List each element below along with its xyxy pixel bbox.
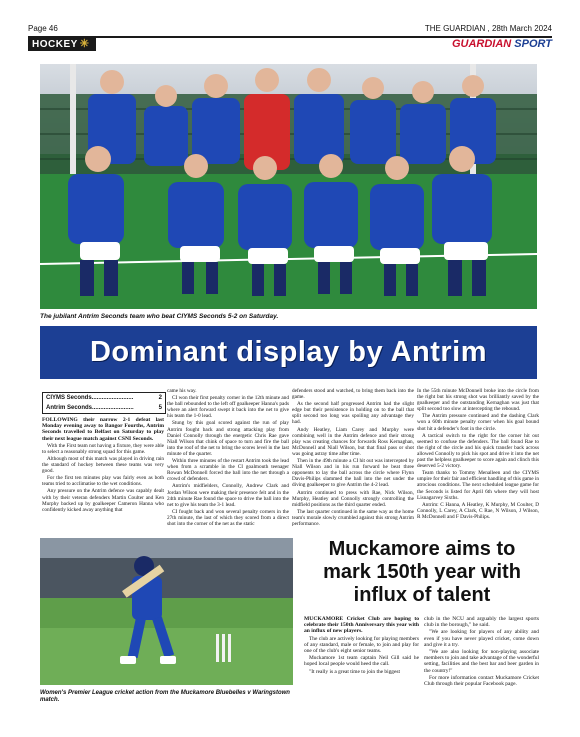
article-paragraph: With the First team not having a fixture, they were able to select a reasonably strong squad for this game.	[42, 442, 164, 455]
story2-paragraph: "We are looking for players of any ability and even if you have never played cricket, come down and give it a try.	[424, 629, 539, 648]
story2-paragraph: "We are also looking for non-playing associate members to join and take advantage of the wonderful setting, facilities and the best bar and beer garden in the country!"	[424, 649, 539, 674]
article-paragraph: Then in the 49th minute a CI hit out was intercepted by Niall Wilson and in his run forward he beat three opponents to lay the ball across the circle where Flynn Davis-Philips slammed the ball into the net under the diving goalkeeper to give Antrim the 4-2 lead.	[292, 458, 414, 489]
photo-caption: The jubilant Antrim Seconds team who beat CIYMS Seconds 5-2 on Saturday.	[40, 313, 279, 320]
article-paragraph: Stung by this goal scored against the run of play Antrim fought back and strong attacking play from Daniel Connolly through the energetic Chris Rae gave Niall Wilson that chink of space to turn and fire the ball into the roof of the net to bring the scores level in the last minute of the quarter.	[167, 420, 289, 457]
story2-paragraph: Muckamore 1st team captain Neil Gill said he hoped local people would heed the call.	[304, 655, 419, 668]
masthead-sub: SPORT	[514, 38, 552, 50]
article-paragraph: Antrim: C Hanna, A Heatley, K Murphy, M Coulter, D Connolly, L Carey, A Clark, C Rae, N Wilson, J Wilson, R McDonnell and F Davis-Philips.	[417, 501, 539, 520]
article-paragraph: Andy Heatley, Liam Carey and Murphy were combining well in the Antrim defence and their strong play was creating chances for forwards Ross Kernaghan, McDonnell and Niall Wilson, but that final pass or shot was going astray time after time.	[292, 426, 414, 457]
article-paragraph: came his way.	[167, 388, 197, 394]
masthead	[452, 38, 552, 50]
article-column-2	[167, 388, 289, 528]
article-paragraph: For the first ten minutes play was fairly even as both teams tried to acclimatise to the wet conditions.	[42, 475, 164, 488]
article-paragraph: In the 55th minute McDonnell broke into the circle from the right but his strong shot was brilliantly saved by the goalkeeper and the outstanding Kernaghan was just that split second too slow at intercepting the rebound.	[417, 388, 539, 413]
cricket-photo	[40, 538, 293, 685]
score-row	[43, 403, 165, 413]
team-photo	[40, 64, 537, 309]
article-column-1	[42, 417, 164, 514]
article-paragraph: The Antrim pressure continued and the dashing Clark won a 60th minute penalty corner when his goal bound shot hit a defender's foot in the circle.	[417, 413, 539, 432]
article-column-4	[417, 388, 539, 521]
story2-paragraph: MUCKAMORE Cricket Club are hoping to celebrate their 150th Anniversary this year with an influx of new players.	[304, 616, 419, 635]
score-value: 2	[158, 395, 162, 401]
article-paragraph: defenders stood and watched, to bring them back into the game.	[292, 388, 414, 401]
story2-paragraph: "It really is a great time to join the biggest	[309, 668, 400, 675]
score-row	[43, 393, 165, 403]
article-paragraph: Although most of this match was played in driving rain the standard of hockey between these teams was very good.	[42, 456, 164, 475]
section-tag	[28, 38, 96, 51]
story2-column-2	[424, 616, 539, 688]
story2-headline: Muckamore aims to mark 150th year with influx of talent	[323, 538, 521, 606]
article-paragraph: FOLLOWING their narrow 2-1 defeat last Monday evening away to Bangor Fourths, Antrim Seconds travelled to Belfast on Saturday to play their next league match against CSNI Seconds.	[42, 417, 164, 442]
article-paragraph: CI fought back and won several penalty corners in the 27th minute, the last of which they scored from a direct shot into the corner of the net as the static	[167, 508, 289, 527]
article-paragraph: CI won their first penalty corner in the 12th minute and the ball rebounded to the left off goalkeeper Hanna's pads where an alert forward swept it back into the net to give his team the 1-0 lead.	[167, 395, 289, 420]
headline: Dominant display by Antrim	[89, 336, 488, 368]
section-label: HOCKEY	[32, 39, 78, 50]
story2-paragraph: club in the NCU and arguably the largest sports club in the borough," he said.	[424, 616, 539, 629]
score-box	[42, 392, 166, 414]
article-paragraph: A tactical switch to the right for the corner hit out seemed to confuse the defenders. The ball found Rae to the right of the circle and his quick transfer back across allowed Connolly to pick his spot and drive it into the net past the helpless goalkeeper to score again and clinch this deserved 5-2 victory.	[417, 432, 539, 470]
masthead-main: GUARDIAN	[451, 38, 512, 50]
article-paragraph: Within three minutes of the restart Antrim took the lead when from a scramble in the CI goalmouth teenager Rowan McDonnell forced the ball into the net through a crowd of defenders.	[167, 458, 289, 483]
cricket-photo-caption: Women's Premier League cricket action from the Muckamore Bluebelles v Waringstown match.	[40, 690, 290, 703]
article-paragraph: The last quarter continued in the same way as the home team's morale slowly crumbled against this strong Antrim performance.	[292, 508, 414, 527]
cricket-photo-image	[40, 538, 293, 685]
score-value: 5	[158, 405, 162, 411]
hockey-stick-icon: ✳	[79, 38, 90, 50]
article-paragraph: Antrim's midfielders, Connolly, Andrew Clark and Jordan Wilson were making their presence felt and in the 24th minute Rae found the space to drive the ball into the net to give his team the 3-1 lead.	[167, 483, 289, 508]
team-photo-image	[40, 64, 537, 309]
article-paragraph: Any pressure on the Antrim defence was capably dealt with by their veteran defenders Martin Coulter and Ken Murphy backed up by goalkeeper Cameron Hanna who confidently kicked away anything that	[42, 488, 164, 513]
article-paragraph: As the second half progressed Antrim had the slight edge but their persistence in holding on to the ball that split second too long was spoiling any advantage they had.	[292, 401, 414, 426]
dateline: THE GUARDIAN , 28th March 2024	[424, 24, 552, 33]
article-paragraph: Antrim continued to press with Rae, Nick Wilson, Murphy, Heatley and Connolly strongly controlling the midfield positions as the third quarter ended.	[292, 489, 414, 508]
page-number: Page 46	[28, 24, 58, 33]
score-team: Antrim Seconds.........................	[46, 405, 134, 411]
score-team: CIYMS Seconds.........................	[46, 395, 134, 401]
article-column-3	[292, 388, 414, 528]
story2-column-1	[304, 616, 419, 676]
story2-paragraph: The club are actively looking for playing members of any standard, male or female, to join and play for one of the club's eight senior teams.	[304, 635, 419, 655]
article-paragraph: Team thanks to Tommy Menalleen and the CIYMS umpire for their fair and efficient handling of this game in atrocious conditions. The next scheduled league game for the Seconds is listed for April 6th where they will host Lisnagarvey Sixths.	[417, 470, 539, 501]
story2-paragraph: For more information contact Muckamore Cricket Club through their popular Facebook page.	[424, 674, 539, 688]
